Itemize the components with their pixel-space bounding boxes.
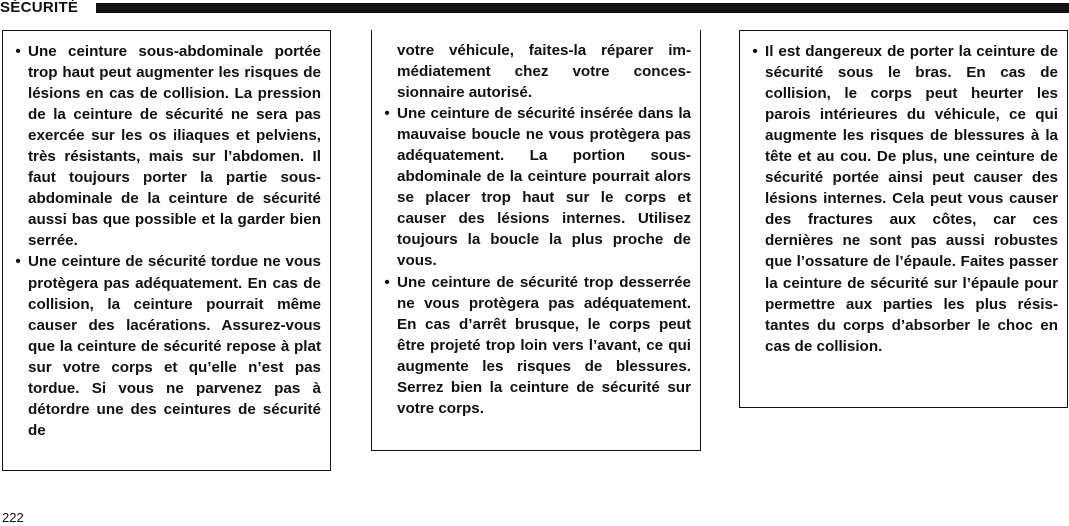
warning-box-1 [2, 30, 331, 471]
item-text: Une ceinture de sécurité tordue ne vous protègera pas adéquatement. En cas de collision, la ceinture pourrait même causer des lacérations. Assurez-vous que la ceinture de sécurité repose à plat sur votre corps et qu’elle n’est pas tordue. Si vous ne parvenez pas à détordre une des ceintures de sécurité de [28, 253, 321, 439]
bullet: • [15, 43, 21, 60]
warning-list [748, 41, 1058, 357]
item-text: Il est dangereux de porter la ceinture de sécurité sous le bras. En cas de collision, le corps peut heurter les parois intérieures du véhicule, ce qui augmente les risques de blessures à la tête et au cou. De plus, une ceinture de sécurité portée ainsi peut causer des lésions internes. Cela peut vous causer des fractures aux côtes, car ces dernières ne sont pas aussi robustes que l’ossature de l’épaule. Faites passer la ceinture de sécurité sur l’épaule pour permettre aux parties les plus résistantes du corps d’absorber le choc en cas de collision. [765, 43, 1058, 355]
section-rule [96, 3, 1069, 13]
list-item [380, 40, 691, 103]
item-text: Une ceinture de sécurité trop desserrée ne vous protègera pas adéquatement. En cas d’arrêt brusque, le corps peut être projeté trop loin vers l’avant, ce qui augmente les risques de blessures. Serrez bien la ceinture de sécurité sur votre corps. [397, 273, 691, 417]
list-item [380, 103, 691, 271]
warning-list [380, 40, 691, 419]
list-item [11, 41, 321, 251]
list-item [380, 272, 691, 419]
item-text: votre véhicule, faites-la réparer immédiatement chez votre concessionnaire autorisé. [397, 42, 691, 102]
bullet: • [384, 105, 390, 123]
list-item [11, 251, 321, 440]
section-header [0, 0, 1069, 16]
warning-list [11, 41, 321, 441]
bullet: • [752, 43, 758, 60]
section-title: SÉCURITÉ [0, 0, 79, 16]
bullet: • [15, 253, 21, 271]
warning-box-3 [739, 30, 1068, 408]
list-item [748, 41, 1058, 357]
page-number: 222 [2, 510, 24, 525]
item-text: Une ceinture sous-abdominale portée trop haut peut augmenter les risques de lésions en cas de collision. La pression de la ceinture de sécurité ne sera pas exercée sur les os iliaques et pelviens, très résistants, mais sur l’abdomen. Il faut toujours porter la partie sous-abdominale de la ceinture de sécurité aussi bas que possible et la garder bien serrée. [28, 43, 321, 250]
bullet: • [384, 273, 390, 291]
warning-box-2 [371, 30, 701, 451]
item-text: Une ceinture de sécurité insérée dans la mauvaise boucle ne vous protègera pas adéquatement. La portion sous-abdominale de la ceinture pourrait alors se placer trop haut sur le corps et causer des lésions internes. Utilisez toujours la boucle la plus proche de vous. [397, 105, 691, 270]
